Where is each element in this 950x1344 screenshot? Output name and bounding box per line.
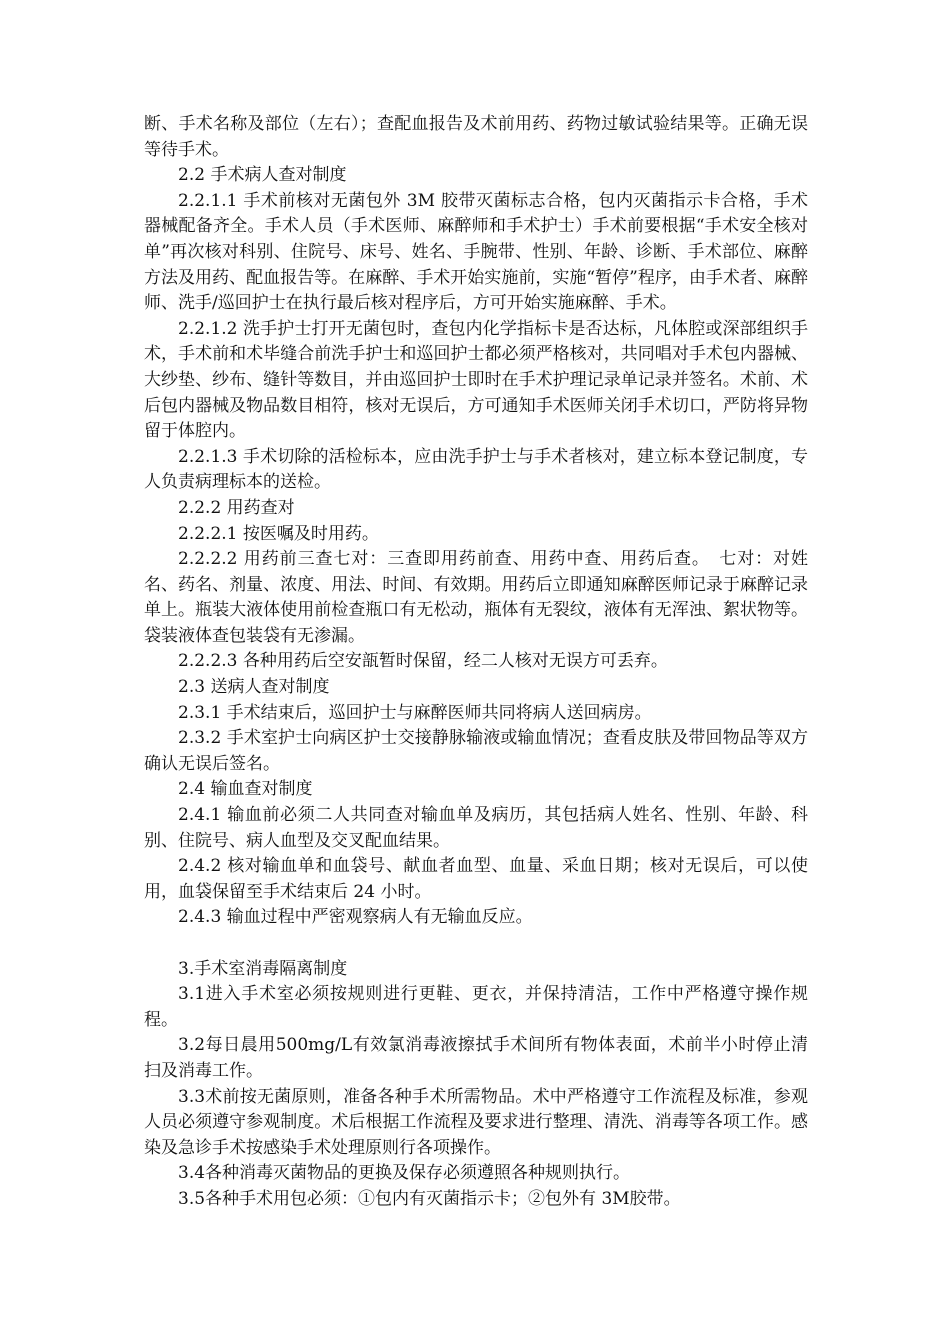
paragraph: 2.4.3 输血过程中严密观察病人有无输血反应。: [178, 907, 533, 928]
paragraph: 2.2.1.3 手术切除的活检标本，应由洗手护士与手术者核对，建立标本登记制度，专人负责病理标本的送检。: [144, 446, 808, 493]
paragraph: 3.1进入手术室必须按规则进行更鞋、更衣，并保持清洁，工作中严格遵守操作规程。: [144, 984, 808, 1030]
paragraph: 3.4各种消毒灭菌物品的更换及保存必须遵照各种规则执行。: [178, 1163, 631, 1184]
document-body: [144, 112, 808, 1213]
paragraph: 2.3.1 手术结束后，巡回护士与麻醉医师共同将病人送回病房。: [178, 702, 652, 723]
section-heading: 2.2.2 用药查对: [178, 497, 295, 518]
paragraph: 2.2.2.1 按医嘱及时用药。: [178, 523, 379, 544]
paragraph: 断、手术名称及部位（左右）；查配血报告及术前用药、药物过敏试验结果等。正确无误等待手术。: [144, 114, 808, 160]
section-heading: 2.2 手术病人查对制度: [178, 165, 347, 186]
paragraph: 2.2.1.1 手术前核对无菌包外 3M 胶带灭菌标志合格，包内灭菌指示卡合格，手术器械配备齐全。手术人员（手术医师、麻醉师和手术护士）手术前要根据“手术安全核对单”再次核对科别、住院号、床号、姓名、手腕带、性别、年龄、诊断、手术部位、麻醉方法及用药、配血报告等。在麻醉、手术开始实施前，实施“暂停”程序，由手术者、麻醉师、洗手/巡回护士在执行最后核对程序后，方可开始实施麻醉、手术。: [144, 190, 808, 314]
paragraph: 2.2.1.2 洗手护士打开无菌包时，查包内化学指标卡是否达标，凡体腔或深部组织手术，手术前和术毕缝合前洗手护士和巡回护士都必须严格核对，共同唱对手术包内器械、大纱垫、纱布、缝针等数目，并由巡回护士即时在手术护理记录单记录并签名。术前、术后包内器械及物品数目相符，核对无误后，方可通知手术医师关闭手术切口，严防将异物留于体腔内。: [144, 318, 808, 442]
paragraph: 2.4.1 输血前必须二人共同查对输血单及病历，其包括病人姓名、性别、年龄、科别、住院号、病人血型及交叉配血结果。: [144, 805, 808, 851]
paragraph: 3.5各种手术用包必须：①包内有灭菌指示卡；②包外有 3M胶带。: [178, 1188, 681, 1209]
paragraph: 2.2.2.2 用药前三查七对：三查即用药前查、用药中查、用药后查。 七对：对姓名、药名、剂量、浓度、用法、时间、有效期。用药后立即通知麻醉医师记录于麻醉记录单上。瓶装大液体使用前检查瓶口有无松动，瓶体有无裂纹，液体有无浑浊、絮状物等。袋装液体查包装袋有无渗漏。: [144, 549, 808, 646]
section-heading: 3.手术室消毒隔离制度: [178, 958, 348, 979]
section-heading: 2.4 输血查对制度: [178, 779, 313, 800]
paragraph: 3.2每日晨用500mg/L有效氯消毒液擦拭手术间所有物体表面，术前半小时停止清扫及消毒工作。: [144, 1035, 808, 1081]
paragraph: 2.2.2.3 各种用药后空安瓿暂时保留，经二人核对无误方可丢弃。: [178, 651, 668, 672]
section-heading: 2.3 送病人查对制度: [178, 677, 330, 698]
paragraph: 3.3术前按无菌原则，准备各种手术所需物品。术中严格遵守工作流程及标准，参观人员必须遵守参观制度。术后根据工作流程及要求进行整理、清洗、消毒等各项工作。感染及急诊手术按感染手术处理原则行各项操作。: [144, 1086, 808, 1158]
blank-line: [144, 931, 808, 957]
paragraph: 2.3.2 手术室护士向病区护士交接静脉输液或输血情况；查看皮肤及带回物品等双方确认无误后签名。: [144, 728, 808, 774]
paragraph: 2.4.2 核对输血单和血袋号、献血者血型、血量、采血日期；核对无误后，可以使用，血袋保留至手术结束后 24 小时。: [144, 856, 808, 902]
